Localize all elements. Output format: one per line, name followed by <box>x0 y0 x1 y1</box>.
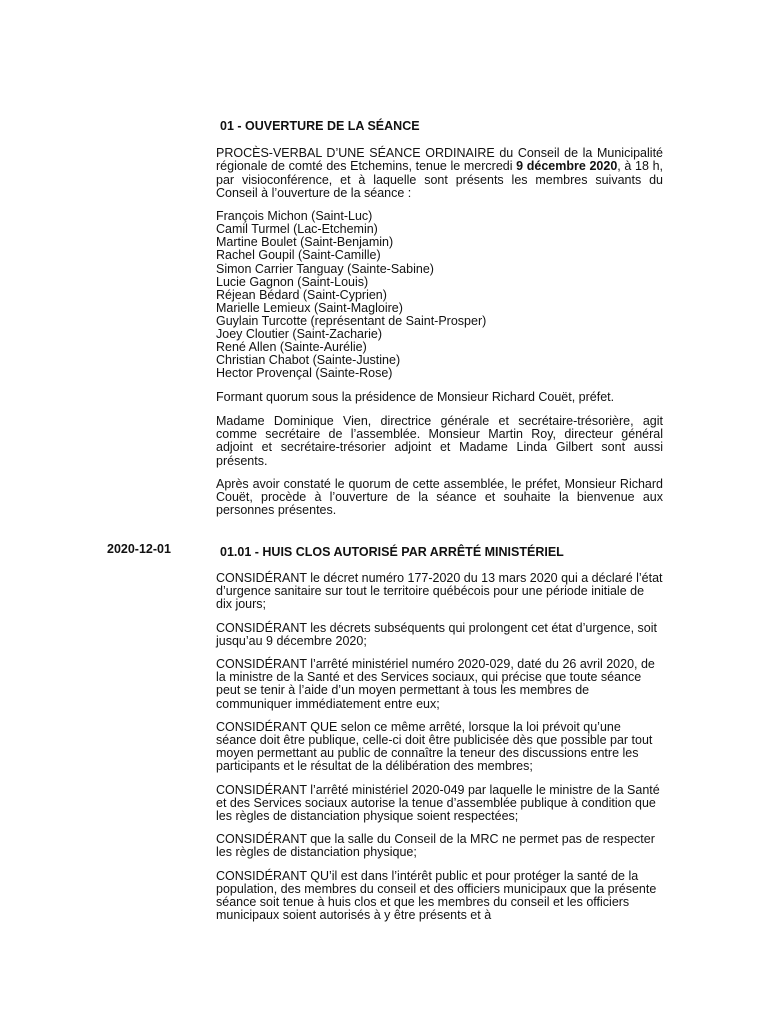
member-item: Réjean Bédard (Saint-Cyprien) <box>216 287 387 302</box>
section-body-huis-clos <box>216 572 663 932</box>
quorum-paragraph: Formant quorum sous la présidence de Monsieur Richard Couët, préfet. <box>216 390 615 405</box>
intro-text-2: , à 18 h, par visioconférence, et à laquelle sont présents les membres suivants du Conseil à l’ouverture de la séance : <box>216 159 663 200</box>
considerant-paragraph: CONSIDÉRANT l’arrêté ministériel numéro 2020-029, daté du 26 avril 2020, de la ministre de la Santé et des Services sociaux, qui précise que toute séance peut se tenir à l’aide d’un moyen permettant à tous les membres de communiquer immédiatement entre eux; <box>216 657 655 711</box>
considerant-paragraph: CONSIDÉRANT QU’il est dans l’intérêt public et pour protéger la santé de la population, des membres du conseil et des officiers municipaux que la présente séance soit tenue à huis clos et que les membres du conseil et les officiers municipaux soient autorisés à y être présents et à <box>216 868 657 923</box>
section-heading-huis-clos: 01.01 - HUIS CLOS AUTORISÉ PAR ARRÊTÉ MINISTÉRIEL <box>220 545 564 559</box>
member-item: Marielle Lemieux (Saint-Magloire) <box>216 300 403 315</box>
member-item: Christian Chabot (Sainte-Justine) <box>216 353 401 368</box>
considerant-paragraph: CONSIDÉRANT les décrets subséquents qui prolongent cet état d’urgence, soit jusqu’au 9 décembre 2020; <box>216 620 657 648</box>
section-heading-ouverture: 01 - OUVERTURE DE LA SÉANCE <box>220 119 420 133</box>
member-item: Joey Cloutier (Saint-Zacharie) <box>216 327 383 342</box>
section-body-ouverture <box>216 147 663 528</box>
considerant-paragraph: CONSIDÉRANT l’arrêté ministériel 2020-049 par laquelle le ministre de la Santé et des Services sociaux autorise la tenue d’assemblée publique à condition que les règles de distanciation physique soient respectées; <box>216 782 660 824</box>
member-item: Lucie Gagnon (Saint-Louis) <box>216 274 369 289</box>
meeting-date: 9 décembre 2020 <box>516 159 618 174</box>
staff-paragraph: Madame Dominique Vien, directrice générale et secrétaire-trésorière, agit comme secrétaire de l’assemblée. Monsieur Martin Roy, directeur général adjoint et secrétaire-trésorier adjoint et Madame Linda Gilbert sont aussi présents. <box>216 413 663 468</box>
opening-paragraph: Après avoir constaté le quorum de cette assemblée, le préfet, Monsieur Richard Couët, procède à l’ouverture de la séance et souhaite la bienvenue aux personnes présentes. <box>216 476 663 518</box>
considerant-paragraph: CONSIDÉRANT QUE selon ce même arrêté, lorsque la loi prévoit qu’une séance doit être publique, celle-ci doit être publicisée dès que possible par tout moyen permettant au public de connaître la teneur des discussions entre les participants et le résultat de la délibération des membres; <box>216 719 653 774</box>
member-item: François Michon (Saint-Luc) <box>216 209 373 224</box>
members-list <box>216 210 663 380</box>
intro-paragraph <box>216 147 663 200</box>
considerant-paragraph: CONSIDÉRANT le décret numéro 177-2020 du 13 mars 2020 qui a déclaré l’état d’urgence sanitaire sur tout le territoire québécois pour une période initiale de dix jours; <box>216 571 663 612</box>
member-item: Guylain Turcotte (représentant de Saint-Prosper) <box>216 313 487 328</box>
member-item: Hector Provençal (Sainte-Rose) <box>216 366 393 381</box>
member-item: Simon Carrier Tanguay (Sainte-Sabine) <box>216 261 434 276</box>
member-item: René Allen (Sainte-Aurélie) <box>216 340 367 355</box>
resolution-number: 2020-12-01 <box>107 542 171 556</box>
member-item: Camil Turmel (Lac-Etchemin) <box>216 222 378 237</box>
member-item: Rachel Goupil (Saint-Camille) <box>216 248 381 263</box>
considerant-paragraph: CONSIDÉRANT que la salle du Conseil de la MRC ne permet pas de respecter les règles de distanciation physique; <box>216 832 655 860</box>
intro-text-1: PROCÈS-VERBAL D’UNE SÉANCE ORDINAIRE du Conseil de la Municipalité régionale de comté des Etchemins, tenue le mercredi <box>216 146 663 174</box>
member-item: Martine Boulet (Saint-Benjamin) <box>216 235 394 250</box>
